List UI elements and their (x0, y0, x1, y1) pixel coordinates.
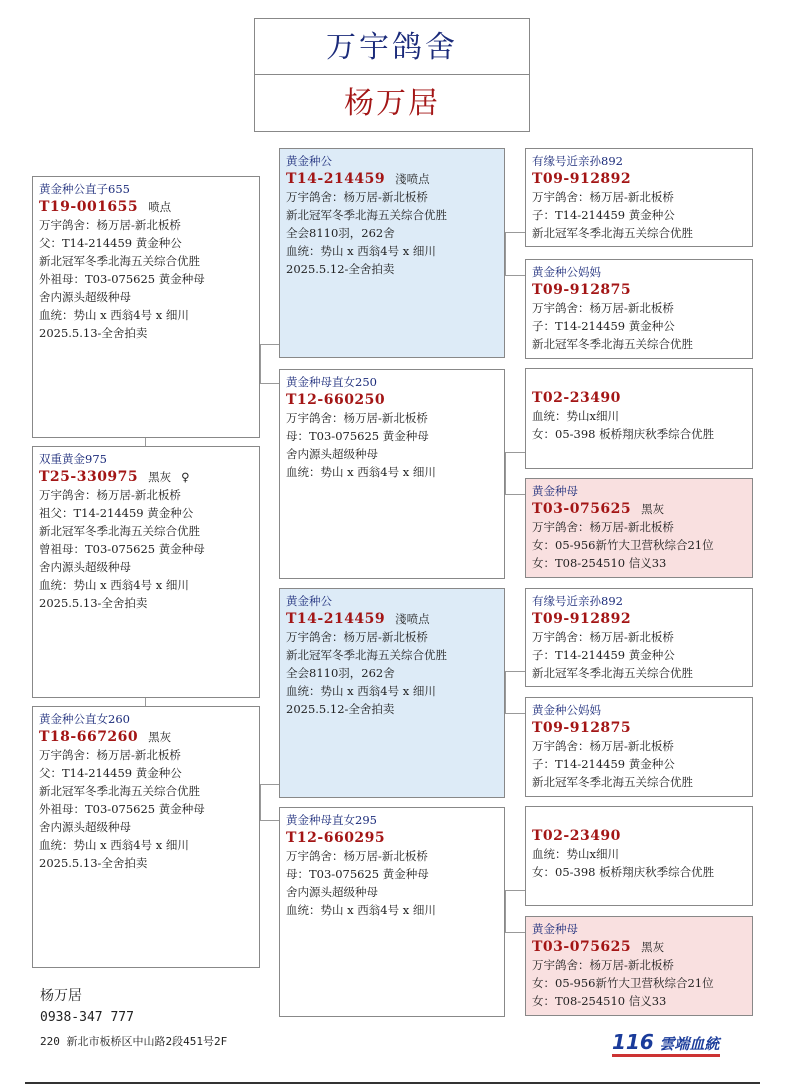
info-line: 舍内源头超级种母 (286, 885, 378, 899)
info-line: 母：T03-075625 黄金种母 (286, 867, 429, 881)
info-line: 2025.5.13-全舍拍卖 (39, 326, 148, 340)
color-attr: 淺喷点 (395, 172, 430, 186)
grand-box-1 (525, 148, 753, 247)
info-line: 血统：势山 x 西翁4号 x 细川 (39, 308, 189, 322)
info-line: 子：T14-214459 黄金种公 (532, 208, 675, 222)
subject-box-3 (32, 706, 260, 968)
connector-line (260, 820, 279, 821)
info-line: 新北冠军冬季北海五关综合优胜 (532, 226, 693, 240)
connector-line (505, 494, 525, 495)
footer-name: 杨万居 (40, 988, 82, 1004)
info-line: 祖父：T14-214459 黄金种公 (39, 506, 194, 520)
info-line: 2025.5.13-全舍拍卖 (39, 856, 148, 870)
grand-box-5 (525, 588, 753, 687)
connector-line (505, 232, 525, 233)
connector-line (145, 438, 146, 446)
connector-line (505, 890, 525, 891)
info-line: 血统：势山x细川 (532, 409, 619, 423)
sex-symbol: ♀ (181, 470, 190, 484)
info-line: 血统：势山 x 西翁4号 x 细川 (286, 903, 436, 917)
ring-number: T14-214459 (286, 171, 386, 187)
info-line: 万宇鸽舍：杨万居-新北板桥 (286, 411, 428, 425)
dam-box-1 (279, 369, 505, 579)
connector-line (505, 671, 525, 672)
box-title: 黄金种母直女250 (286, 375, 377, 389)
info-line: 子：T14-214459 黄金种公 (532, 648, 675, 662)
info-line: 女：05-956新竹大卫营秋综合21位 (532, 538, 714, 552)
info-line: 血统：势山 x 西翁4号 x 细川 (39, 838, 189, 852)
info-line: 舍内源头超级种母 (39, 820, 131, 834)
info-line: 全会8110羽，262舍 (286, 666, 395, 680)
info-line: 子：T14-214459 黄金种公 (532, 757, 675, 771)
info-line: 女：05-956新竹大卫营秋综合21位 (532, 976, 714, 990)
grand-box-2 (525, 259, 753, 359)
ring-number: T03-075625 (532, 501, 632, 517)
subject-box-1 (32, 176, 260, 438)
info-line: 舍内源头超级种母 (39, 560, 131, 574)
info-line: 新北冠军冬季北海五关综合优胜 (286, 648, 447, 662)
connector-line (505, 713, 525, 714)
connector-line (260, 784, 261, 821)
info-line: 舍内源头超级种母 (286, 447, 378, 461)
color-attr: 黑灰 (641, 940, 665, 954)
sire-box-1 (279, 148, 505, 358)
cloud-pedigree-logo (612, 1030, 719, 1054)
ring-number: T14-214459 (286, 611, 386, 627)
connector-line (505, 232, 506, 276)
grand-box-8 (525, 916, 753, 1016)
owner-name: 杨万居 (254, 74, 530, 132)
connector-line (505, 932, 525, 933)
grand-box-3 (525, 368, 753, 469)
grand-box-4 (525, 478, 753, 578)
ring-number: T25-330975 (39, 469, 139, 485)
footer-phone: 0938-347 777 (40, 1010, 134, 1025)
subject-box-2 (32, 446, 260, 698)
ring-number: T09-912875 (532, 282, 632, 298)
box-title: 有缘号近亲孙892 (532, 154, 623, 168)
info-line: 血统：势山 x 西翁4号 x 细川 (286, 465, 436, 479)
info-line: 万宇鸽舍：杨万居-新北板桥 (532, 630, 674, 644)
info-line: 新北冠军冬季北海五关综合优胜 (39, 254, 200, 268)
info-line: 曾祖母：T03-075625 黄金种母 (39, 542, 205, 556)
color-attr: 黑灰 (148, 730, 172, 744)
box-title: 黄金种公妈妈 (532, 265, 601, 279)
info-line: 母：T03-075625 黄金种母 (286, 429, 429, 443)
info-line: 新北冠军冬季北海五关综合优胜 (532, 666, 693, 680)
info-line: 万宇鸽舍：杨万居-新北板桥 (39, 488, 181, 502)
info-line: 万宇鸽舍：杨万居-新北板桥 (39, 218, 181, 232)
info-line: 女：T08-254510 信义33 (532, 994, 667, 1008)
connector-line (260, 383, 279, 384)
color-attr: 黑灰 (641, 502, 665, 516)
info-line: 父：T14-214459 黄金种公 (39, 766, 182, 780)
connector-line (505, 275, 525, 276)
info-line: 2025.5.12-全舍拍卖 (286, 702, 395, 716)
logo-number: 116 (612, 1030, 654, 1054)
color-attr: 淺喷点 (395, 612, 430, 626)
color-attr: 喷点 (148, 200, 172, 214)
info-line: 新北冠军冬季北海五关综合优胜 (39, 784, 200, 798)
connector-line (145, 698, 146, 706)
info-line: 万宇鸽舍：杨万居-新北板桥 (532, 958, 674, 972)
ring-number: T09-912892 (532, 171, 632, 187)
box-title: 黄金种母 (532, 484, 578, 498)
info-line: 全会8110羽，262舍 (286, 226, 395, 240)
connector-line (260, 784, 279, 785)
color-attr: 黑灰 (148, 470, 172, 484)
dam-box-2 (279, 807, 505, 1017)
info-line: 新北冠军冬季北海五关综合优胜 (532, 337, 693, 351)
info-line: 血统：势山 x 西翁4号 x 细川 (39, 578, 189, 592)
box-title: 黄金种公直子655 (39, 182, 130, 196)
box-title: 黄金种公 (286, 154, 332, 168)
info-line: 万宇鸽舍：杨万居-新北板桥 (39, 748, 181, 762)
box-title: 黄金种母直女295 (286, 813, 377, 827)
ring-number: T09-912892 (532, 611, 632, 627)
box-title: 双重黄金975 (39, 452, 107, 466)
info-line: 女：05-398 板桥翔庆秋季综合优胜 (532, 865, 715, 879)
info-line: 万宇鸽舍：杨万居-新北板桥 (532, 190, 674, 204)
ring-number: T02-23490 (532, 390, 621, 406)
info-line: 新北冠军冬季北海五关综合优胜 (532, 775, 693, 789)
info-line: 万宇鸽舍：杨万居-新北板桥 (286, 849, 428, 863)
connector-line (505, 452, 506, 495)
connector-line (505, 671, 506, 714)
ring-number: T18-667260 (39, 729, 139, 745)
info-line: 万宇鸽舍：杨万居-新北板桥 (532, 739, 674, 753)
ring-number: T12-660295 (286, 830, 386, 846)
ring-number: T03-075625 (532, 939, 632, 955)
info-line: 外祖母：T03-075625 黄金种母 (39, 802, 205, 816)
ring-number: T09-912875 (532, 720, 632, 736)
sire-box-2 (279, 588, 505, 798)
bottom-rule (25, 1082, 760, 1084)
footer-address: 220 新北市板桥区中山路2段451号2F (40, 1035, 228, 1048)
info-line: 血统：势山 x 西翁4号 x 细川 (286, 244, 436, 258)
grand-box-7 (525, 806, 753, 906)
box-title: 黄金种公妈妈 (532, 703, 601, 717)
info-line: 2025.5.13-全舍拍卖 (39, 596, 148, 610)
info-line: 万宇鸽舍：杨万居-新北板桥 (532, 301, 674, 315)
info-line: 新北冠军冬季北海五关综合优胜 (286, 208, 447, 222)
loft-name: 万宇鸽舍 (254, 18, 530, 75)
box-title: 黄金种母 (532, 922, 578, 936)
info-line: 外祖母：T03-075625 黄金种母 (39, 272, 205, 286)
ring-number: T12-660250 (286, 392, 386, 408)
ring-number: T02-23490 (532, 828, 621, 844)
info-line: 万宇鸽舍：杨万居-新北板桥 (286, 630, 428, 644)
info-line: 女：05-398 板桥翔庆秋季综合优胜 (532, 427, 715, 441)
info-line: 父：T14-214459 黄金种公 (39, 236, 182, 250)
box-title: 有缘号近亲孙892 (532, 594, 623, 608)
connector-line (505, 452, 525, 453)
box-title: 黄金种公直女260 (39, 712, 130, 726)
connector-line (505, 890, 506, 933)
connector-line (260, 344, 261, 384)
logo-underline (612, 1054, 720, 1057)
ring-number: T19-001655 (39, 199, 139, 215)
info-line: 舍内源头超级种母 (39, 290, 131, 304)
connector-line (260, 344, 279, 345)
info-line: 女：T08-254510 信义33 (532, 556, 667, 570)
info-line: 血统：势山x细川 (532, 847, 619, 861)
info-line: 万宇鸽舍：杨万居-新北板桥 (532, 520, 674, 534)
info-line: 新北冠军冬季北海五关综合优胜 (39, 524, 200, 538)
box-title: 黄金种公 (286, 594, 332, 608)
info-line: 2025.5.12-全舍拍卖 (286, 262, 395, 276)
grand-box-6 (525, 697, 753, 797)
info-line: 万宇鸽舍：杨万居-新北板桥 (286, 190, 428, 204)
logo-text: 雲端血統 (659, 1035, 720, 1053)
info-line: 血统：势山 x 西翁4号 x 细川 (286, 684, 436, 698)
info-line: 子：T14-214459 黄金种公 (532, 319, 675, 333)
